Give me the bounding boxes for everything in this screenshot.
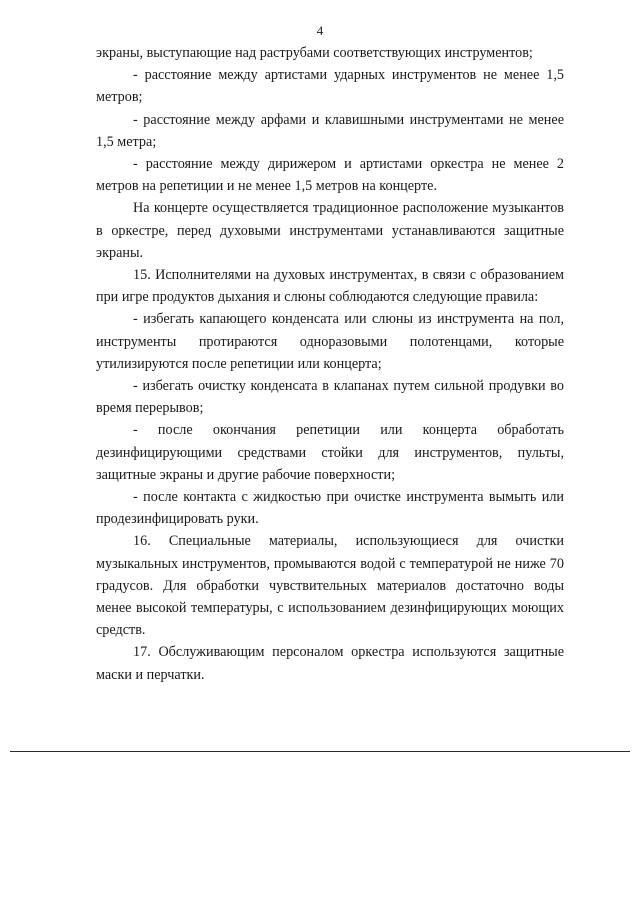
- paragraph-item-16: 16. Специальные материалы, использующиеся для очистки музыкальных инструментов, промываются водой с температурой не ниже 70 градусов. Для обработки чувствительных материалов достаточно воды менее высокой температуры, с использованием дезинфицирующих моющих средств.: [96, 533, 564, 639]
- list-item-harp-keyboard-distance: - расстояние между арфами и клавишными инструментами не менее 1,5 метра;: [96, 111, 564, 150]
- paragraph-concert-seating: На концерте осуществляется традиционное расположение музыкантов в оркестре, перед духовыми инструментами устанавливаются защитные экраны.: [96, 200, 564, 261]
- list-item-percussion-distance: - расстояние между артистами ударных инструментов не менее 1,5 метров;: [96, 67, 564, 106]
- list-item-disinfect-surfaces: - после окончания репетиции или концерта обработать дезинфицирующими средствами стойки для инструментов, пульты, защитные экраны и другие рабочие поверхности;: [96, 422, 564, 483]
- list-item-condensate-drip: - избегать капающего конденсата или слюны из инструмента на пол, инструменты протираются одноразовыми полотенцами, которые утилизируются после репетиции или концерта;: [96, 311, 564, 372]
- page-number: 4: [316, 23, 324, 38]
- list-item-wash-hands: - после контакта с жидкостью при очистке инструмента вымыть или продезинфицировать руки.: [96, 489, 564, 528]
- paragraph-item-17: 17. Обслуживающим персоналом оркестра используются защитные маски и перчатки.: [96, 644, 564, 683]
- list-item-conductor-distance: - расстояние между дирижером и артистами оркестра не менее 2 метров на репетиции и не менее 1,5 метров на концерте.: [96, 156, 564, 195]
- paragraph-item-15: 15. Исполнителями на духовых инструментах, в связи с образованием при игре продуктов дыхания и слюны соблюдаются следующие правила:: [96, 267, 564, 306]
- document-body: [96, 42, 564, 686]
- paragraph-continuation: экраны, выступающие над раструбами соответствующих инструментов;: [96, 45, 533, 61]
- list-item-valve-cleaning: - избегать очистку конденсата в клапанах путем сильной продувки во время перерывов;: [96, 378, 564, 417]
- footer-divider: [10, 751, 630, 752]
